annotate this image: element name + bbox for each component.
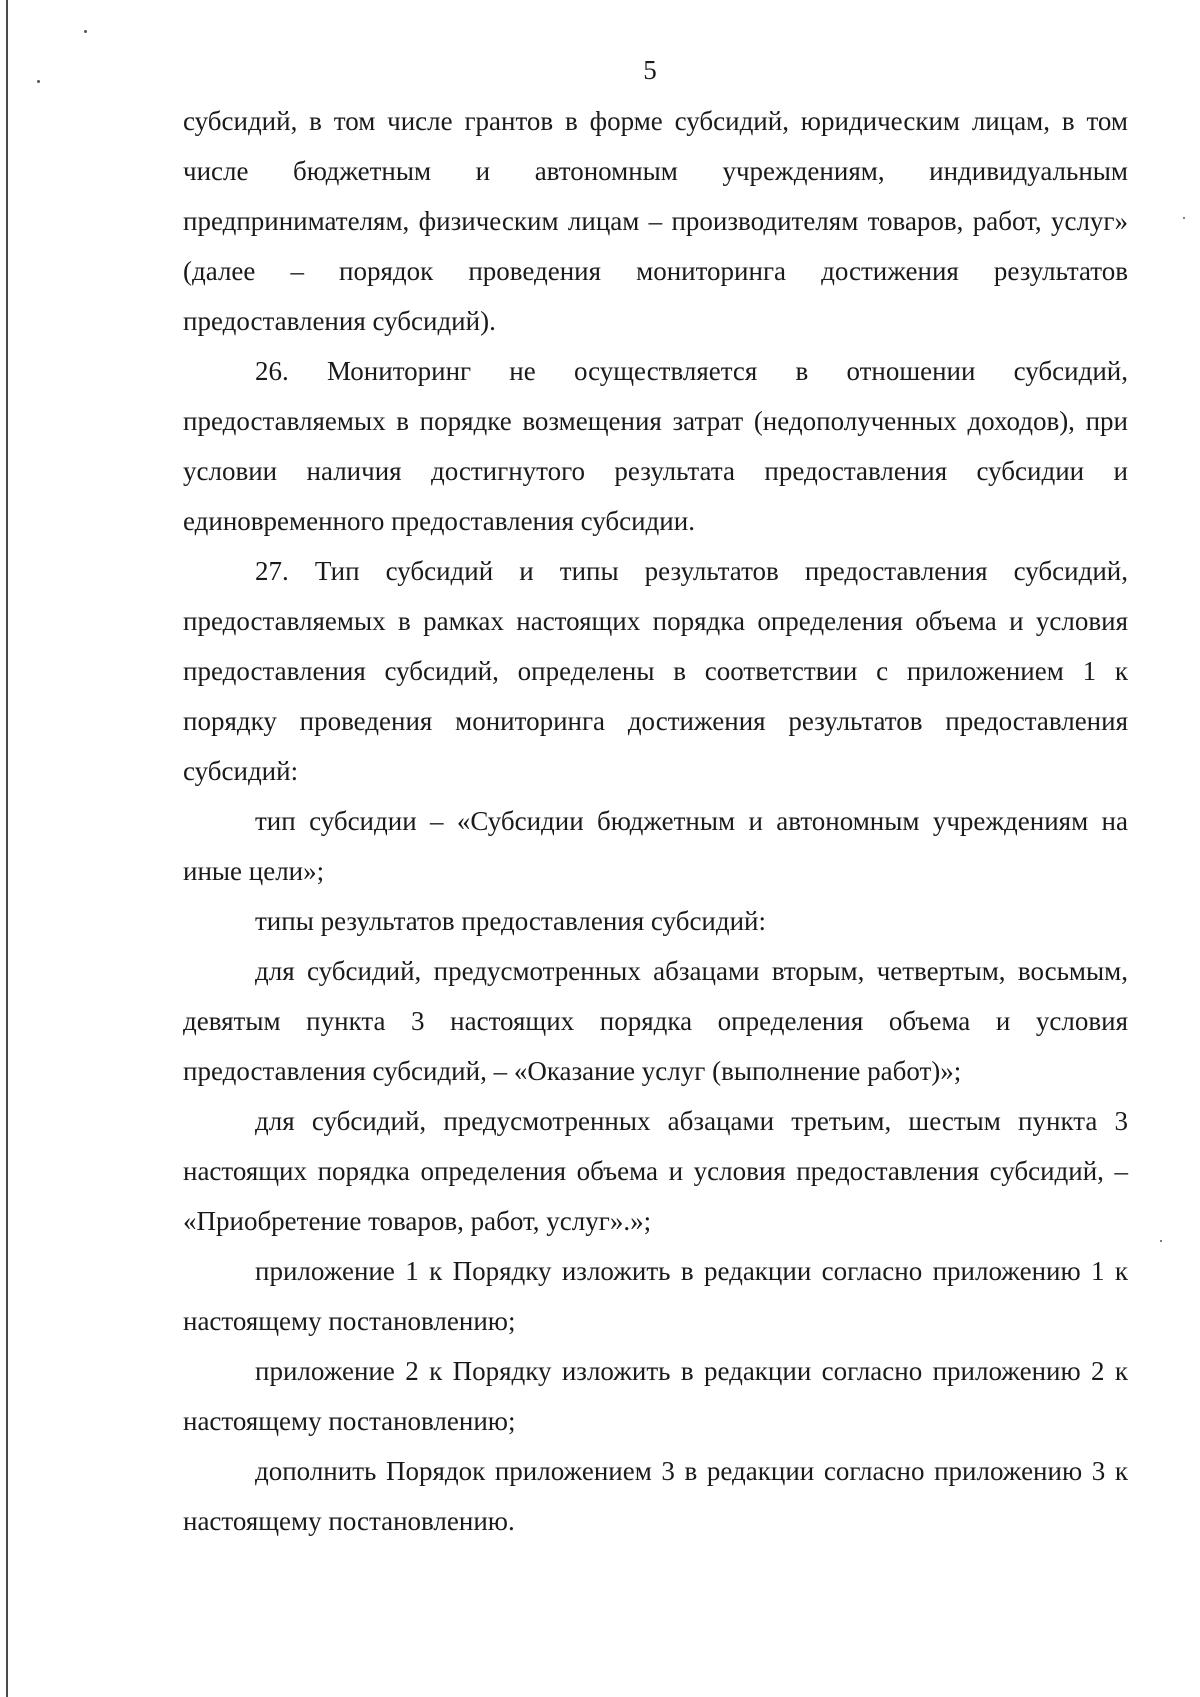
paragraph-appendix-1: приложение 1 к Порядку изложить в редакции согласно приложению 1 к настоящему постановлению;	[183, 1256, 1128, 1336]
paragraph-item-26: 26. Мониторинг не осуществляется в отношении субсидий, предоставляемых в порядке возмещения затрат (недополученных доходов), при условии наличия достигнутого результата предоставления субсидии и единовременного предоставления субсидии.	[183, 356, 1128, 536]
paragraph-goods-result: для субсидий, предусмотренных абзацами третьим, шестым пункта 3 настоящих порядка определения объема и условия предоставления субсидий, – «Приобретение товаров, работ, услуг».»;	[183, 1106, 1128, 1236]
paragraph-continuation: субсидий, в том числе грантов в форме субсидий, юридическим лицам, в том числе бюджетным и автономным учреждениям, индивидуальным предпринимателям, физическим лицам – производителям товаров, работ, услуг» (далее – порядок проведения мониторинга достижения результатов предоставления субсидий).	[183, 106, 1128, 336]
scan-edge-line	[6, 0, 8, 1697]
paragraph-services-result: для субсидий, предусмотренных абзацами вторым, четвертым, восьмым, девятым пункта 3 настоящих порядка определения объема и условия предоставления субсидий, – «Оказание услуг (выполнение работ)»;	[183, 956, 1128, 1086]
scan-speck	[1183, 217, 1185, 219]
scan-speck	[84, 30, 87, 33]
paragraph-item-27: 27. Тип субсидий и типы результатов предоставления субсидий, предоставляемых в рамках настоящих порядка определения объема и условия предоставления субсидий, определены в соответствии с приложением 1 к порядку проведения мониторинга достижения результатов предоставления субсидий:	[183, 556, 1128, 786]
paragraph-result-types: типы результатов предоставления субсидий:	[255, 906, 767, 936]
scan-speck	[1160, 1240, 1162, 1242]
paragraph-appendix-2: приложение 2 к Порядку изложить в редакции согласно приложению 2 к настоящему постановлению;	[183, 1356, 1128, 1436]
paragraph-appendix-3: дополнить Порядок приложением 3 в редакции согласно приложению 3 к настоящему постановлению.	[183, 1456, 1128, 1536]
document-body	[183, 96, 1128, 1546]
page-number: 5	[643, 55, 657, 85]
paragraph-subsidy-type: тип субсидии – «Субсидии бюджетным и автономным учреждениям на иные цели»;	[183, 806, 1128, 886]
